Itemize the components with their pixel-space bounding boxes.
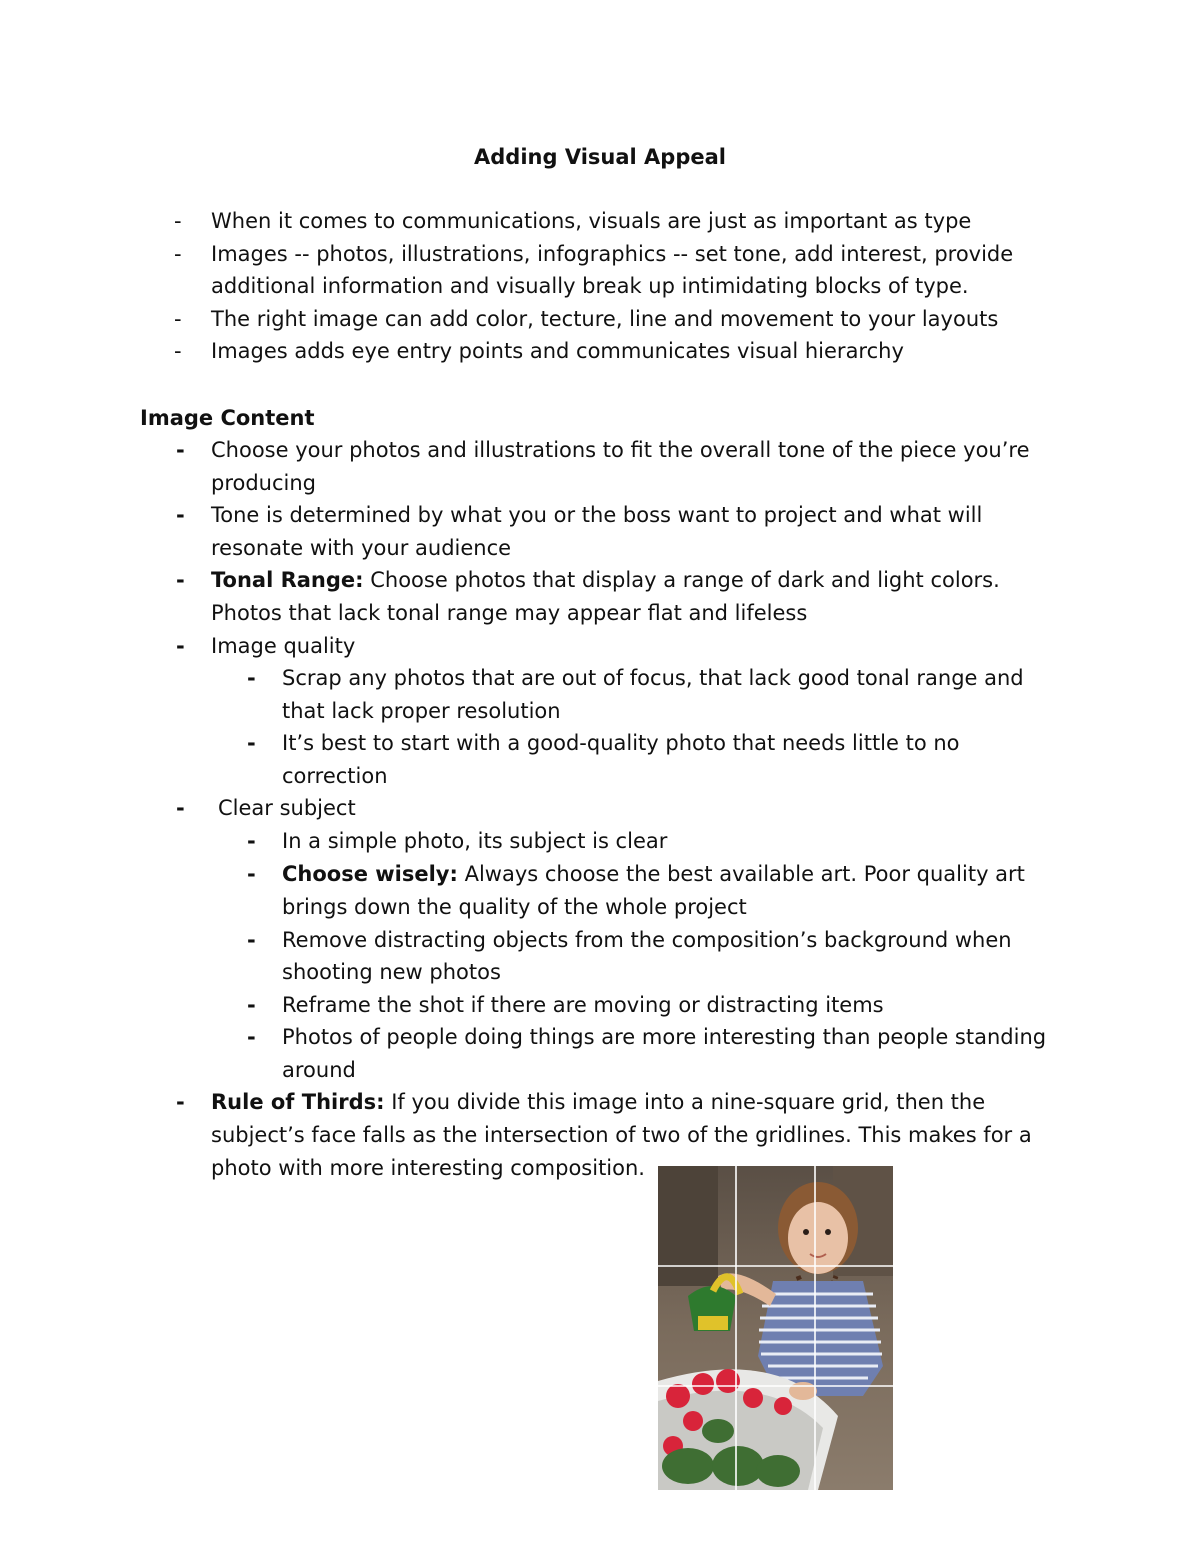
content-bullet-6-line-3: photo with more interesting composition. — [211, 1156, 645, 1180]
bullet-dash: - — [176, 568, 185, 592]
choose-wisely-label: Choose wisely: — [282, 862, 458, 886]
choose-wisely-text: Always choose the best available art. Poor quality art — [457, 862, 1025, 886]
intro-bullet-4: Images adds eye entry points and communicates visual hierarchy — [211, 339, 904, 363]
girl-watering-flowers-image — [658, 1166, 893, 1490]
bullet-dash: - — [176, 1090, 185, 1114]
rule-of-thirds-label: Rule of Thirds: — [211, 1090, 385, 1114]
sub-bullet-5-5-line-2: around — [282, 1058, 356, 1082]
sub-bullet-dash: - — [247, 829, 256, 853]
content-bullet-2-line-2: resonate with your audience — [211, 536, 512, 560]
sub-bullet-4-1-line-1: Scrap any photos that are out of focus, that lack good tonal range and — [282, 666, 1024, 690]
tonal-range-label: Tonal Range: — [211, 568, 364, 592]
content-bullet-1-line-1: Choose your photos and illustrations to fit the overall tone of the piece you’re — [211, 438, 1030, 462]
content-bullet-3-line-2: Photos that lack tonal range may appear flat and lifeless — [211, 601, 808, 625]
content-bullet-4-label: Image quality — [211, 634, 356, 658]
sub-bullet-5-5-line-1: Photos of people doing things are more interesting than people standing — [282, 1025, 1047, 1049]
bullet-dash: - — [176, 503, 185, 527]
sub-bullet-dash: - — [247, 1025, 256, 1049]
bullet-dash: - — [174, 209, 182, 233]
bullet-dash: - — [176, 438, 185, 462]
sub-bullet-dash: - — [247, 928, 256, 952]
content-bullet-6-line-2: subject’s face falls as the intersection of two of the gridlines. This makes for a — [211, 1123, 1032, 1147]
content-bullet-6-line-1 — [211, 1086, 985, 1119]
content-bullet-1-line-2: producing — [211, 471, 317, 495]
bullet-dash: - — [174, 307, 182, 331]
sub-bullet-5-2-line-2: brings down the quality of the whole project — [282, 895, 747, 919]
intro-bullet-2-line-1: Images -- photos, illustrations, infographics -- set tone, add interest, provide — [211, 242, 1014, 266]
sub-bullet-dash: - — [247, 666, 256, 690]
intro-bullet-1: When it comes to communications, visuals are just as important as type — [211, 209, 972, 233]
sub-bullet-5-3-line-2: shooting new photos — [282, 960, 501, 984]
intro-bullet-2-line-2: additional information and visually break up intimidating blocks of type. — [211, 274, 969, 298]
rule-of-thirds-photo — [658, 1166, 893, 1490]
intro-bullet-3: The right image can add color, tecture, line and movement to your layouts — [211, 307, 999, 331]
sub-bullet-dash: - — [247, 993, 256, 1017]
sub-bullet-dash: - — [247, 731, 256, 755]
sub-bullet-4-1-line-2: that lack proper resolution — [282, 699, 561, 723]
sub-bullet-5-1: In a simple photo, its subject is clear — [282, 829, 668, 853]
rule-of-thirds-text: If you divide this image into a nine-square grid, then the — [384, 1090, 986, 1114]
sub-bullet-5-3-line-1: Remove distracting objects from the composition’s background when — [282, 928, 1012, 952]
sub-bullet-4-2-line-1: It’s best to start with a good-quality photo that needs little to no — [282, 731, 960, 755]
sub-bullet-5-2-line-1 — [282, 858, 1025, 891]
bullet-dash: - — [176, 796, 185, 820]
tonal-range-text: Choose photos that display a range of dark and light colors. — [363, 568, 1000, 592]
page-title: Adding Visual Appeal — [474, 145, 726, 169]
bullet-dash: - — [176, 634, 185, 658]
sub-bullet-dash: - — [247, 862, 256, 886]
sub-bullet-4-2-line-2: correction — [282, 764, 388, 788]
section-heading-image-content: Image Content — [140, 406, 315, 430]
bullet-dash: - — [174, 339, 182, 363]
content-bullet-3-line-1 — [211, 564, 1000, 597]
content-bullet-2-line-1: Tone is determined by what you or the boss want to project and what will — [211, 503, 983, 527]
content-bullet-5-label: Clear subject — [218, 796, 356, 820]
sub-bullet-5-4: Reframe the shot if there are moving or distracting items — [282, 993, 884, 1017]
bullet-dash: - — [174, 242, 182, 266]
